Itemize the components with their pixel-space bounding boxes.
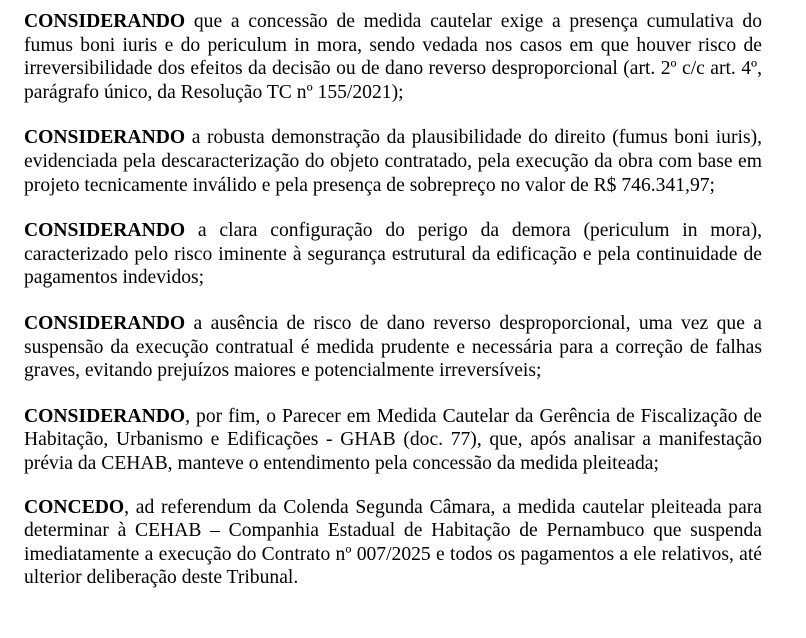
paragraph-text: , ad referendum da Colenda Segunda Câmara, a medida cautelar pleiteada para determinar à CEHAB – Companhia Estadual de Habitação de Pernambuco que suspenda imediatamente a execução do Contrato nº 007/2025 e todos os pagamentos a ele relativos, até ulterior deliberação deste Tribunal.: [24, 496, 762, 589]
paragraph-keyword: CONSIDERANDO: [24, 405, 186, 427]
paragraph-text: , por fim, o Parecer em Medida Cautelar da Gerência de Fiscalização de Habitação, Urbanismo e Edificações - GHAB (doc. 77), que, após analisar a manifestação prévia da CEHAB, manteve o entendimento pela concessão da medida pleiteada;: [24, 405, 762, 474]
paragraph-text: a ausência de risco de dano reverso desproporcional, uma vez que a suspensão da execução contratual é medida prudente e necessária para a correção de falhas graves, evitando prejuízos maiores e potencialmente irreversíveis;: [24, 312, 762, 382]
paragraph-considerando-1: [24, 10, 762, 104]
paragraph-keyword: CONSIDERANDO: [24, 312, 186, 334]
paragraph-considerando-2: [24, 126, 762, 197]
paragraph-considerando-3: [24, 219, 762, 290]
paragraph-text: que a concessão de medida cautelar exige a presença cumulativa do fumus boni iuris e do periculum in mora, sendo vedada nos casos em que houver risco de irreversibilidade dos efeitos da decisão ou de dano reverso desproporcional (art. 2º c/c art. 4º, parágrafo único, da Resolução TC nº 155/2021);: [24, 11, 762, 103]
paragraph-concedo: [24, 496, 762, 590]
paragraph-considerando-5: [24, 405, 762, 476]
paragraph-keyword: CONSIDERANDO: [24, 127, 186, 149]
document-page: [24, 10, 762, 612]
paragraph-considerando-4: [24, 312, 762, 383]
paragraph-text: a robusta demonstração da plausibilidade do direito (fumus boni iuris), evidenciada pela descaracterização do objeto contratado, pela execução da obra com base em projeto tecnicamente inválido e pela presença de sobrepreço no valor de R$ 746.341,97;: [24, 127, 762, 196]
paragraph-text: a clara configuração do perigo da demora (periculum in mora), caracterizado pelo risco iminente à segurança estrutural da edificação e pela continuidade de pagamentos indevidos;: [24, 220, 762, 289]
paragraph-keyword: CONCEDO: [24, 496, 125, 518]
paragraph-keyword: CONSIDERANDO: [24, 11, 186, 32]
paragraph-keyword: CONSIDERANDO: [24, 220, 186, 242]
